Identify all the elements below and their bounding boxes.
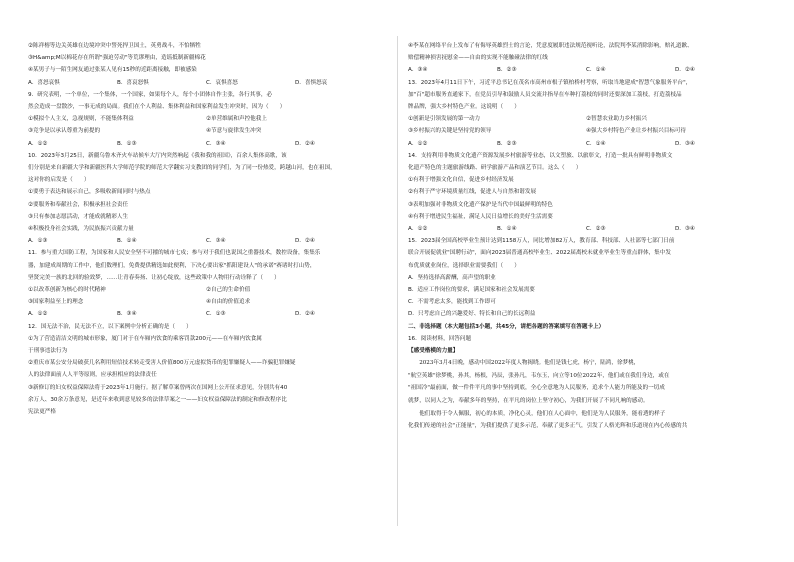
option-c: C．③④ [206, 140, 226, 147]
statement-1: ①模拟个人主义，急视规则，不能集体利益 [28, 116, 134, 123]
option-d: D．③④ [675, 226, 695, 233]
option-a: A．①② [408, 226, 428, 233]
statement-3: ③竞争是以承认尊重为前提的 [28, 128, 101, 135]
statement-options [28, 125, 384, 137]
left-column [28, 40, 384, 418]
option-b: B．②③ [497, 67, 517, 74]
statement-4: ④自由的价值追求 [206, 299, 251, 306]
statement: ④积极投身社会实践，为民族振兴贡献力量 [28, 226, 134, 233]
essay-line: 化我们传递的社会"正能量"，为我们提供了更多示范，奉献了更多正气，引发了人格光辉和乐道现在内心传感的共 [408, 423, 688, 430]
question-12-text: ①为了营造清洁文明的城市形象，厦门对于在车厢内饮食的乘客罚款200元——在车厢内饮食属 [28, 335, 262, 342]
question-11-text: 器，加建成周期的工作中，他们数理们，免费提供精选如此便利，下决心要出家"抓阳建设人"的承诺"赛诸时打山势， [28, 262, 316, 269]
question-12-text: 12．国无法不治，民无法不立，以下案例中分析正确的是（ ） [28, 323, 192, 330]
option-c: C．①③ [206, 311, 226, 318]
question-15-text: 15．2023届全国高校毕业生预计达到1158万人，同比增加82万人，教育部、科技部、人社部等七部门日前 [408, 238, 675, 245]
question-11-text: 11．参与重大国防工程，为国家和人民安全坚不可摧的城市七戍；参与对于我们也说国之重器技术，数控设备，集集乐 [28, 250, 321, 257]
option-c: C．①④ [586, 67, 606, 74]
statement-options [408, 125, 764, 137]
option-d: D．②④ [295, 238, 315, 245]
essay-material [408, 357, 764, 433]
answer-options [408, 64, 764, 76]
answer-options [408, 223, 764, 235]
option-b: B．①④ [117, 238, 137, 245]
option-a: A．①② [28, 311, 48, 318]
essay-line: "航空英雄"徐梦桃，孙其，杨根，冯辰，张孙凡，韦东玉，向立等10位2022年，他们或在我们身边，或在 [408, 372, 670, 379]
text-line: ④李某在网络平台上发布了有侮辱英雄烈士的言论，凭意度履职违法规范视听论，法院判李某消除影响，赔礼道歉、 [408, 43, 693, 49]
statement: ①有利于增强文化自信，促进乡村经济发展 [408, 177, 514, 184]
answer-options [28, 235, 384, 247]
question-12-text: ②重庆市某公安分局破获几名利用短信技术转走受害人价值800万元虚拟货币的犯罪嫌疑人——诈骗犯罪嫌疑 [28, 360, 296, 367]
question-10-text: 10．2023年3月25日，新疆乌鲁木齐火车站候车大厅内突然响起《我和我的祖国》，百余人集体高歌，该 [28, 152, 287, 159]
option-d: D．③④ [675, 140, 695, 147]
essay-title: 【感受楷模的力量】 [408, 348, 459, 355]
question-10-text: 们分别是来自新疆大学和新疆医科大学师范学院的师范大学翻实习支教团的同学们，为了同一份热爱，跨越山河，也在祖国， [28, 165, 336, 172]
option-d: D．喜惧怒哀 [295, 79, 328, 86]
statement-3: ③国家利益至上的理念 [28, 299, 84, 306]
section-heading: 二、非选择题（本大题包括3小题，共45分，请把各题的答案填写在答题卡上） [408, 323, 605, 330]
question-14-text: 14．支持利用非物质文化遗产资源发展乡村旅游等业态，以文塑旅、以旅彰文，打造一批具有鲜明非物质文 [408, 152, 673, 159]
question-15-text: 联合开展促就业"国聘行动"，面向2023届普通高校毕业生、2022届离校未就业毕业生等重点群体，集中发 [408, 250, 671, 257]
option-c: C．③④ [206, 238, 226, 245]
statement-1: ①以改革创新为核心的时代精神 [28, 287, 106, 294]
essay-line: 2023年3月4日晚，感动中国2022年度人物揭晓。他们是钱七虎，杨宁，陆鸿，徐梦桃， [408, 360, 640, 367]
question-15-text: 布优质就业岗位，选择职业需要我们（ ） [408, 262, 520, 269]
option-d: D．②④ [295, 140, 315, 147]
text-line: ④某男子与一陌生网友通过张某人见有15秒的近距离接触，即被感染 [28, 67, 197, 74]
choice-c: C．不需考虑太多，能找到工作即可 [408, 299, 496, 306]
question-9-text: 9．研究表明，一个单位，一个集体，一个国家，如果每个人，每个小团体自作主张，各行其事，必 [28, 91, 273, 98]
answer-options [28, 138, 384, 150]
statement-2: ②单营维属和声控他我上 [206, 116, 267, 123]
text-line: ③H&amp;M以棉花存在所谓"强迫劳动"等荒谬理由，造谣抵制新疆棉花 [28, 55, 206, 62]
question-12-text: 余万人、30余万条意见，是近年来收到意见较多的法律草案之一——妇女权益保障法的制定和修改程序比 [28, 396, 287, 403]
essay-line: 他们取得于令人佩服，初心的本质，净化心灵，他们在人心面中，他们是为人民服务，能看透的样子 [408, 410, 666, 417]
statement: ②要服务和奉献社会，积极承担社会责任 [28, 201, 129, 208]
question-14-text: 化遗产特色的主题旅游线路、研学旅游产品和演艺节目。这么（ ） [408, 165, 582, 172]
question-10-text: 这对你的启发是（ ） [28, 177, 90, 184]
essay-line: "祖国冷"最前面，做一件件平凡的事中坚持到底，全心全意地为人民服务，追求个人能力所能及的一切成 [408, 385, 665, 392]
option-a: A．①② [408, 140, 428, 147]
statement: ③只有参加志愿活动，才能成就精彩人生 [28, 213, 129, 220]
question-12-text: ③新修订的妇女权益保障法将于2023年1月施行。据了解草案曾两次在国网上公开征求意见，分别共有40 [28, 384, 288, 391]
question-12-text: 宪法更严格 [28, 409, 56, 416]
statement: ③表明加强对非物质文化遗产保护是当代中国最鲜明的特色 [408, 201, 553, 208]
question-13-text: 13．2023年4月11日下午，习近平总书记在茂名市高州市根子镇柏桥村考察，听取当地建成"智慧气象服务平台"， [408, 79, 692, 86]
statement: ②有利于严守环境质量红线，促进人与自然和谐发展 [408, 189, 537, 196]
column-divider [397, 36, 398, 526]
statement-1: ①创新是引领发展的第一动力 [408, 116, 481, 123]
statement-3: ③乡村振兴的关键是坚持党的领导 [408, 128, 492, 135]
option-a: A．①② [28, 140, 48, 147]
question-13-text: 牌品牌，强大乡村特色产业。这说明（ ） [408, 104, 520, 111]
option-b: B．③④ [117, 311, 137, 318]
option-b: B．喜哀怒惧 [117, 79, 149, 86]
statement-2: ②智慧农业助力乡村振兴 [586, 116, 647, 123]
question-12-text: 人的法律面前人人平等原则，应承担相应的法律责任 [28, 372, 157, 379]
option-b: B．①④ [497, 226, 517, 233]
question-12-text: 于刑事违法行为 [28, 348, 68, 355]
question-13-text: 加"百"超市服务直通家下，在党员引导和鼓励人员交流并指导在车种打荔枝的同时还要深加工荔枝，打造荔枝品 [408, 91, 682, 98]
choice-a: A．坚持选择高薪酬，高声望的职业 [408, 274, 496, 281]
text-line: ②陈祥榕等边关英雄在边境冲突中誓死捍卫国土，英勇战斗，不怕牺牲 [28, 43, 201, 49]
statement-4: ④强大乡村特色产业让乡村振兴目标可待 [586, 128, 687, 135]
option-b: B．②③ [497, 140, 517, 147]
answer-options [408, 138, 764, 150]
statement-4: ④节意与旋律发生冲突 [206, 128, 262, 135]
option-d: D．②④ [675, 67, 695, 74]
text-line: 赔偿精神损害抚慰金——自由的实现不能触碰法律的红线 [408, 55, 548, 62]
choice-d: D．只考虑自己的兴趣爱好、特长和自己的长远利益 [408, 311, 536, 318]
option-c: C．哀惧喜怒 [206, 79, 238, 86]
option-c: C．②③ [586, 226, 606, 233]
statement: ④有利于增进民生福祉，满足人民日益增长的美好生活需要 [408, 213, 553, 220]
statement-options [28, 113, 384, 125]
option-c: C．①④ [586, 140, 606, 147]
statement: ①要勇于表达和展示自己，多吸收新闻同时与热点 [28, 189, 151, 196]
option-a: A．③④ [408, 67, 428, 74]
option-b: B．①③ [117, 140, 137, 147]
question-11-text: 坚贤完美一族的北回的验效梦，……让青春奏扬、让初心绽放，这些政策中人物用行动诠释了（ ） [28, 274, 280, 281]
statement-options [408, 113, 764, 125]
answer-options [28, 77, 384, 89]
question-16-text: 16．阅读材料，回答问题 [408, 335, 472, 342]
statement-2: ②自己的生命价值 [206, 287, 251, 294]
option-a: A．喜怒哀惧 [28, 79, 60, 86]
option-d: D．②④ [295, 311, 315, 318]
option-a: A．①③ [28, 238, 48, 245]
statement-options [28, 296, 384, 308]
statement-options [28, 284, 384, 296]
answer-options [28, 308, 384, 320]
question-9-text: 然会造成一盘散沙，一事无成的局面。我们在个人利益、集体利益和国家利益发生冲突时，因为（ ） [28, 104, 286, 111]
essay-line: 就梦，以同人之为，奉献多年的坚持，在平凡的岗位上坚守初心，为我们开展了不同凡响的感动。 [408, 398, 649, 405]
right-column [408, 40, 764, 433]
choice-b: B．适应工作岗位的要求，满足国家和社会发展需要 [408, 287, 535, 294]
